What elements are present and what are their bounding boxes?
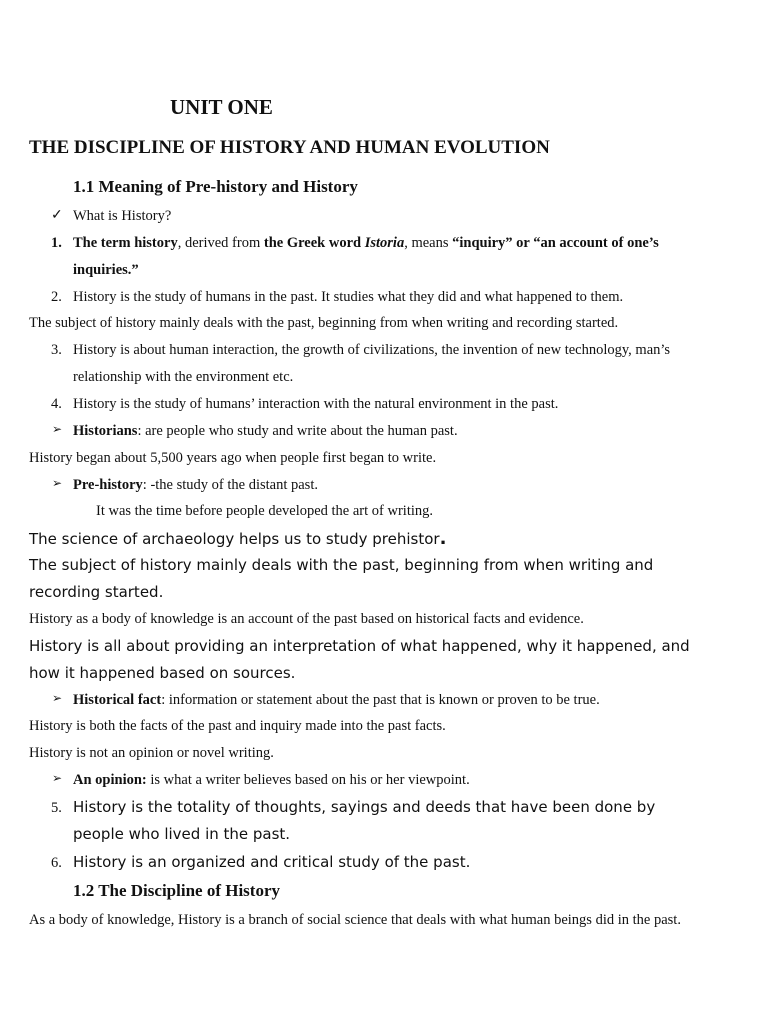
section-heading-1-2: 1.2 The Discipline of History — [73, 881, 280, 900]
istoria-word: Istoria — [364, 235, 405, 251]
list-number: 4. — [51, 396, 62, 412]
term-history: The term history — [73, 235, 178, 251]
list-item-3: History is about human interaction, the growth of civilizations, the invention of new technology, man’s — [73, 342, 671, 358]
arrow-bullet-icon: ➢ — [52, 422, 63, 436]
definition-prehistory — [73, 477, 318, 494]
list-item-1 — [73, 235, 659, 252]
question-text: What is History? — [73, 208, 172, 224]
term-prehistory: Pre-history — [73, 477, 143, 493]
list-item-3-cont: relationship with the environment etc. — [73, 369, 294, 385]
term-historians: Historians — [73, 423, 138, 439]
list-number: 2. — [51, 289, 62, 305]
arrow-bullet-icon: ➢ — [52, 476, 63, 490]
paragraph: The subject of history mainly deals with the past, beginning from when writing and — [29, 556, 654, 574]
list-number: 6. — [51, 855, 62, 871]
inquiry-quote: “inquiry” or “an account of one’s — [452, 235, 659, 251]
definition-historians — [73, 423, 458, 440]
list-number: 5. — [51, 800, 62, 816]
paragraph: History began about 5,500 years ago when people first began to write. — [29, 450, 437, 466]
check-icon: ✓ — [51, 208, 63, 223]
list-item-1-cont: inquiries.” — [73, 262, 139, 278]
list-item-4: History is the study of humans’ interaction with the natural environment in the past. — [73, 396, 559, 412]
definition-text: : are people who study and write about the human past. — [137, 423, 458, 439]
unit-heading: UNIT ONE — [170, 95, 273, 119]
paragraph-cont: how it happened based on sources. — [29, 664, 296, 682]
text-fragment: The science of archaeology helps us to study prehistor — [29, 530, 440, 548]
definition-historical-fact — [73, 692, 600, 709]
list-item-5-cont: people who lived in the past. — [73, 825, 291, 843]
section-heading-1-1: 1.1 Meaning of Pre-history and History — [73, 177, 358, 196]
arrow-bullet-icon: ➢ — [52, 691, 63, 705]
definition-text: : information or statement about the past that is known or proven to be true. — [161, 692, 600, 708]
paragraph: History as a body of knowledge is an account of the past based on historical facts and evidence. — [29, 611, 584, 627]
text-fragment: , means — [404, 235, 453, 251]
list-number: 3. — [51, 342, 62, 358]
archaeology-line — [29, 528, 446, 549]
paragraph: History is both the facts of the past and inquiry made into the past facts. — [29, 718, 446, 734]
text-fragment: , derived from — [177, 235, 264, 251]
definition-text: : -the study of the distant past. — [142, 477, 318, 493]
list-item-2: History is the study of humans in the past. It studies what they did and what happened to them. — [73, 289, 624, 305]
paragraph: It was the time before people developed the art of writing. — [96, 503, 434, 519]
paragraph: History is not an opinion or novel writing. — [29, 745, 274, 761]
period-mark: . — [439, 528, 447, 549]
arrow-bullet-icon: ➢ — [52, 771, 63, 785]
paragraph-cont: recording started. — [29, 583, 164, 601]
paragraph: As a body of knowledge, History is a branch of social science that deals with what human beings did in the past. — [29, 912, 681, 928]
definition-opinion — [73, 772, 470, 789]
list-number: 1. — [51, 235, 62, 251]
term-historical-fact: Historical fact — [73, 692, 162, 708]
paragraph: History is all about providing an interpretation of what happened, why it happened, and — [29, 637, 690, 655]
definition-text: is what a writer believes based on his or her viewpoint. — [146, 772, 470, 788]
term-opinion: An opinion: — [73, 772, 147, 788]
greek-word: the Greek word — [263, 235, 365, 251]
list-item-6: History is an organized and critical study of the past. — [73, 853, 471, 871]
list-item-5: History is the totality of thoughts, sayings and deeds that have been done by — [73, 798, 656, 816]
chapter-title: THE DISCIPLINE OF HISTORY AND HUMAN EVOLUTION — [29, 137, 550, 158]
paragraph: The subject of history mainly deals with the past, beginning from when writing and recording started. — [29, 315, 619, 331]
